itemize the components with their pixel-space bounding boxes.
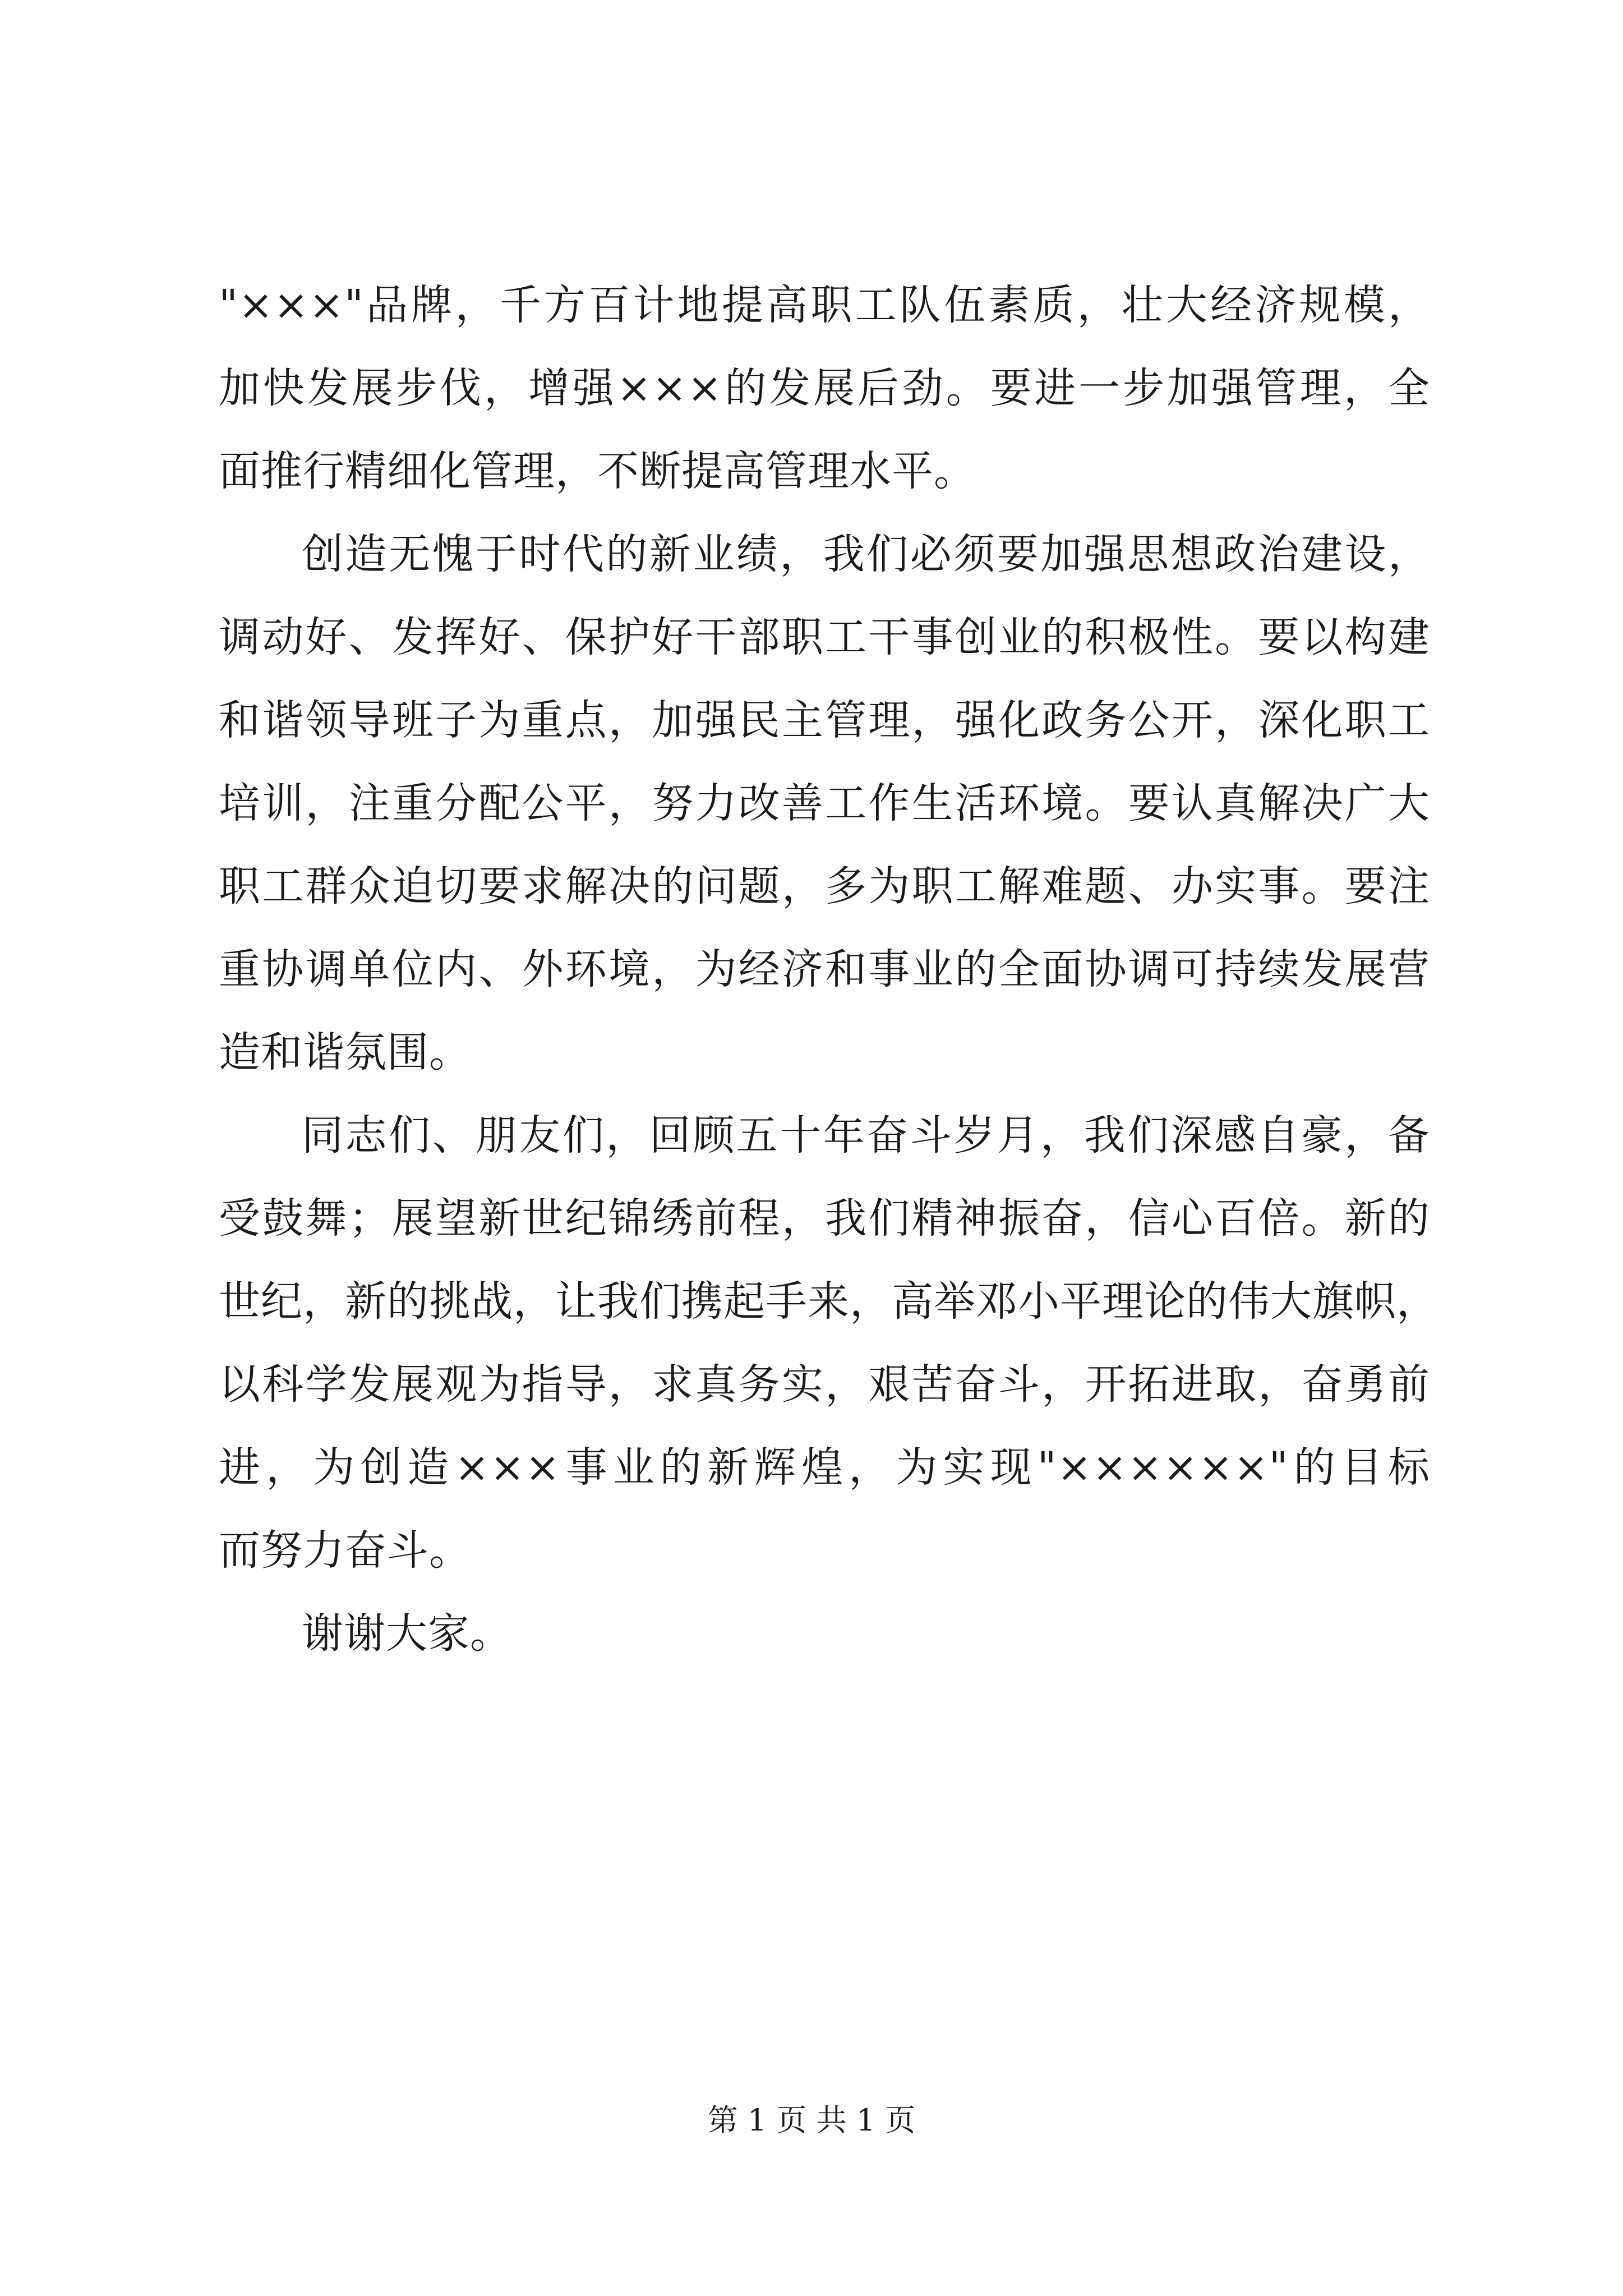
paragraph-3-line-4: 以科学发展观为指导，求真务实，艰苦奋斗，开拓进取，奋勇前 xyxy=(219,1360,1430,1409)
paragraph-2-line-4: 培训，注重分配公平，努力改善工作生活环境。要认真解决广大 xyxy=(219,779,1430,827)
paragraph-3 xyxy=(219,1094,1438,1592)
paragraph-2-line-2: 调动好、发挥好、保护好干部职工干事创业的积极性。要以构建 xyxy=(219,613,1430,661)
paragraph-3-line-3: 世纪，新的挑战，让我们携起手来，高举邓小平理论的伟大旗帜， xyxy=(219,1277,1438,1326)
paragraph-3-line-2: 受鼓舞；展望新世纪锦绣前程，我们精神振奋，信心百倍。新的 xyxy=(219,1194,1430,1243)
paragraph-2-line-5: 职工群众迫切要求解决的问题，多为职工解难题、办实事。要注 xyxy=(219,862,1430,910)
paragraph-1-line-3: 面推行精细化管理，不断提高管理水平。 xyxy=(219,447,976,495)
document-body xyxy=(219,264,1438,1675)
page-footer: 第 1 页 共 1 页 xyxy=(707,2102,916,2138)
paragraph-2-line-6: 重协调单位内、外环境，为经济和事业的全面协调可持续发展营 xyxy=(219,945,1430,993)
paragraph-3-line-1: 同志们、朋友们，回顾五十年奋斗岁月，我们深感自豪，备 xyxy=(302,1111,1430,1159)
paragraph-3-line-6: 而努力奋斗。 xyxy=(219,1526,471,1575)
paragraph-3-line-5: 进，为创造×××事业的新辉煌，为实现"××××××"的目标 xyxy=(219,1443,1430,1492)
paragraph-2-line-7: 造和谐氛围。 xyxy=(219,1028,471,1076)
paragraph-4-line-1: 谢谢大家。 xyxy=(302,1609,512,1658)
paragraph-1-line-2: 加快发展步伐，增强×××的发展后劲。要进一步加强管理，全 xyxy=(219,364,1430,412)
paragraph-4 xyxy=(219,1592,1430,1675)
paragraph-1-line-1: "×××"品牌，千方百计地提高职工队伍素质，壮大经济规模， xyxy=(219,281,1430,329)
paragraph-2 xyxy=(219,513,1430,1094)
paragraph-2-line-3: 和谐领导班子为重点，加强民主管理，强化政务公开，深化职工 xyxy=(219,696,1430,744)
paragraph-2-line-1: 创造无愧于时代的新业绩，我们必须要加强思想政治建设， xyxy=(302,530,1430,578)
paragraph-1 xyxy=(219,264,1430,513)
